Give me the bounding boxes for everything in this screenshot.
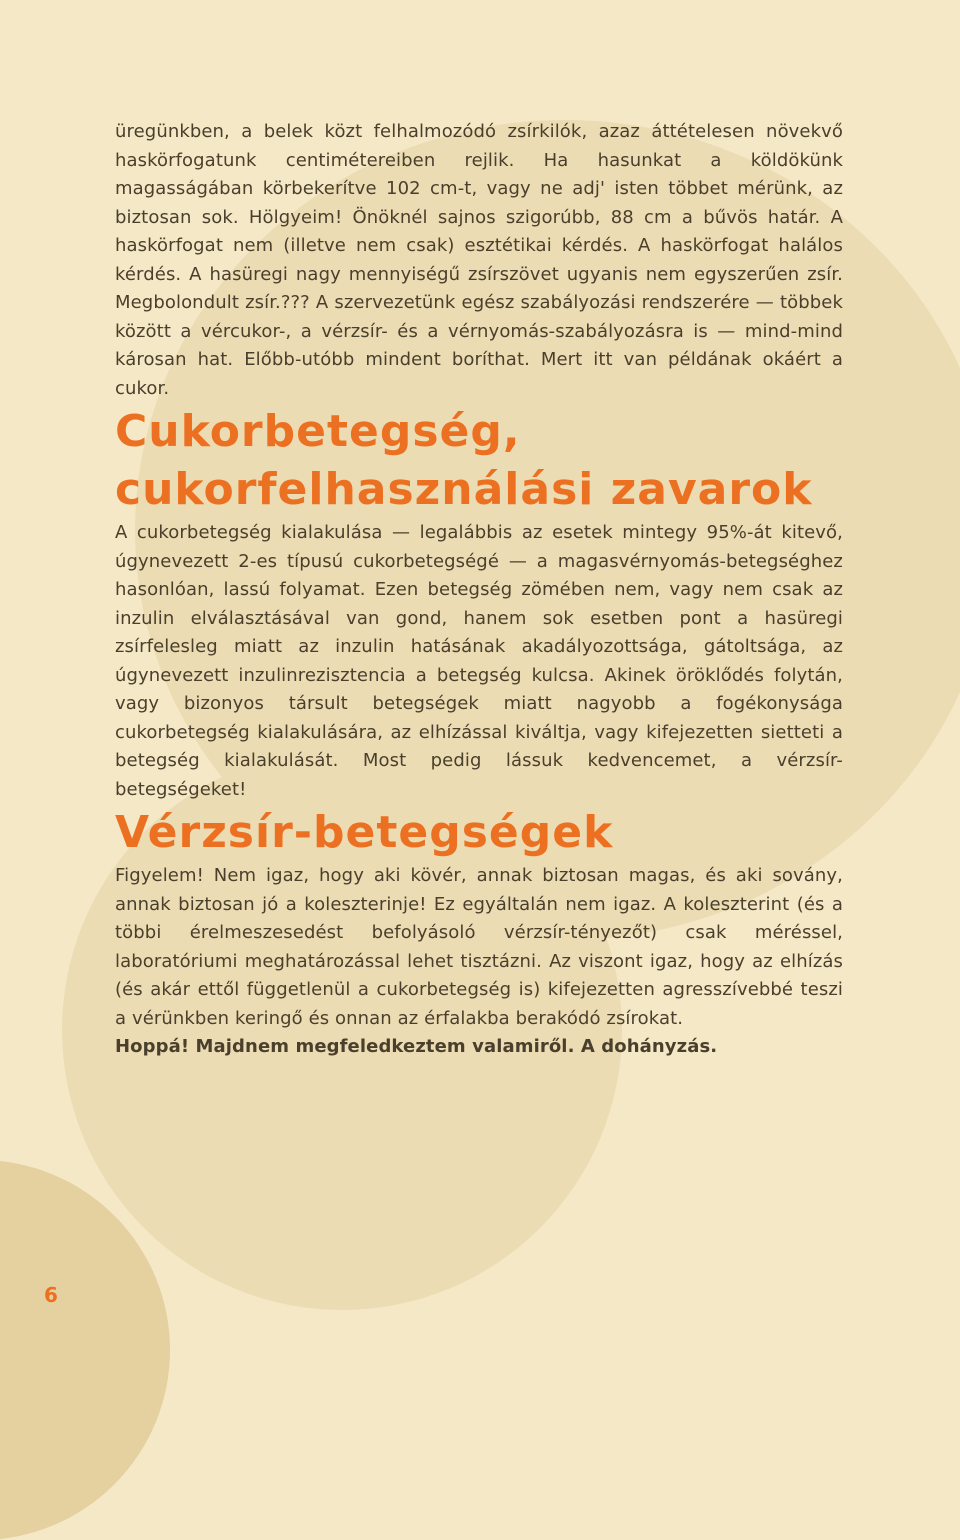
intro-paragraph: üregünkben, a belek közt felhalmozódó zsírkilók, azaz áttételesen növekvő haskörfogatunk centimétereiben rejlik. Ha hasunkat a köldökünk magasságában körbekerítve 102 cm-t, vagy ne adj' isten többet mérünk, az biztosan sok. Hölgyeim! Önöknél sajnos szigorúbb, 88 cm a bűvös határ. A haskörfogat nem (illetve nem csak) esztétikai kérdés. A haskörfogat halálos kérdés. A hasüregi nagy mennyiségű zsírszövet ugyanis nem egyszerűen zsír. Megbolondult zsír.??? A szervezetünk egész szabályozási rendszerére — többek között a vércukor-, a vérzsír- és a vérnyomás-szabályozásra is — mind-mind károsan hat. Előbb-utóbb mindent boríthat. Mert itt van példának okáért a cukor. [115, 121, 843, 399]
page-content [115, 118, 843, 1062]
lipid-paragraph: Figyelem! Nem igaz, hogy aki kövér, annak biztosan magas, és aki sovány, annak biztosan jó a koleszterinje! Ez egyáltalán nem igaz. A koleszterint (és a többi érelmeszesedést befolyásoló vérzsír-tényezőt) csak méréssel, laboratóriumi meghatározással lehet tisztázni. Az viszont igaz, hogy az elhízás (és akár ettől függetlenül a cukorbetegség is) kifejezetten agresszívebbé teszi a vérünkben keringő és onnan az érfalakba berakódó zsírokat. [115, 865, 843, 1029]
diabetes-heading: Cukorbetegség, cukorfelhasználási zavarok [115, 406, 813, 515]
lipid-heading: Vérzsír-betegségek [115, 807, 614, 858]
page-number: 6 [44, 1283, 58, 1307]
smoking-note: Hoppá! Majdnem megfeledkeztem valamiről. A dohányzás. [115, 1036, 718, 1057]
diabetes-paragraph: A cukorbetegség kialakulása — legalábbis az esetek mintegy 95%-át kitevő, úgynevezett 2-es típusú cukorbetegségé — a magasvérnyomás-betegséghez hasonlóan, lassú folyamat. Ezen betegség zömében nem, vagy nem csak az inzulin elválasztásával van gond, hanem sok esetben pont a hasüregi zsírfelesleg miatt az inzulin hatásának akadályozottsága, gátoltsága, az úgynevezett inzulinrezisztencia a betegség kulcsa. Akinek öröklődés folytán, vagy bizonyos társult betegségek miatt nagyobb a fogékonysága cukorbetegség kialakulására, az elhízással kiváltja, vagy kifejezetten sietteti a betegség kialakulását. Most pedig lássuk kedvencemet, a vérzsír-betegségeket! [115, 522, 843, 800]
